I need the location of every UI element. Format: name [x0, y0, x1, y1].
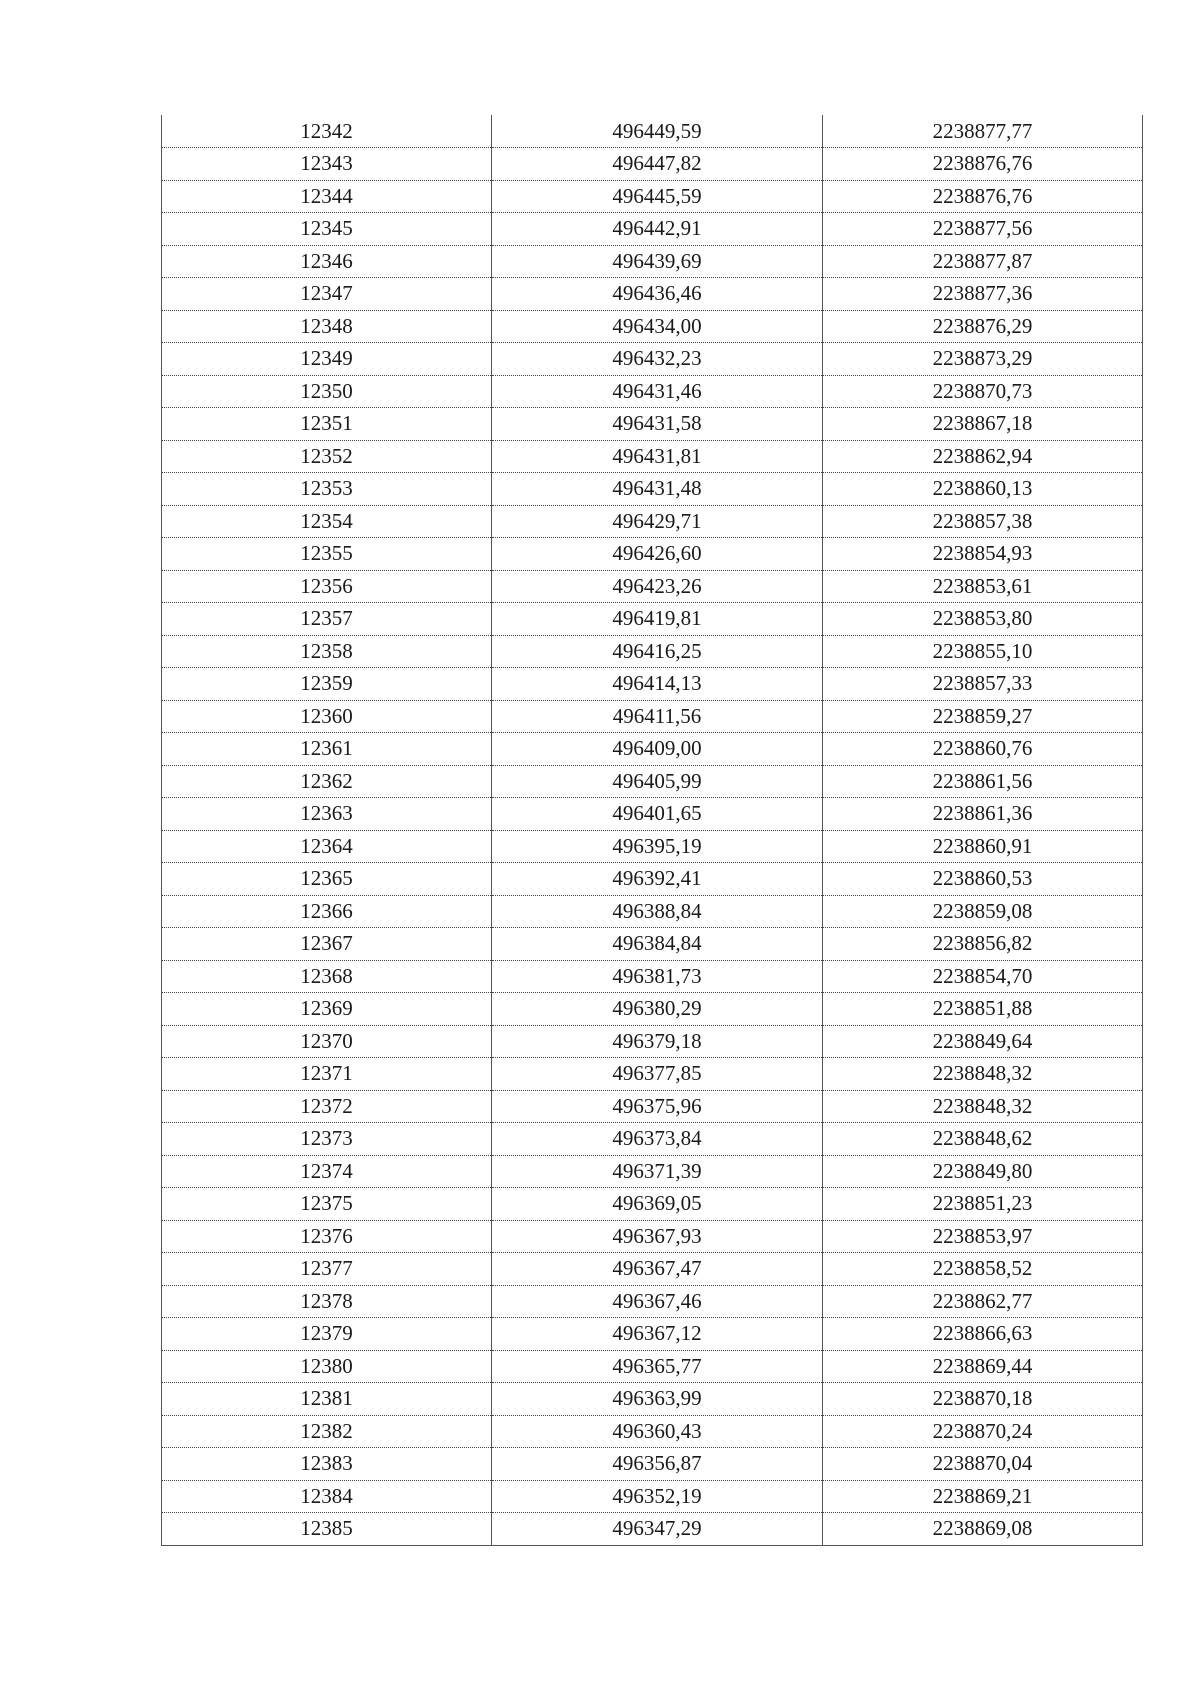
table-row: [162, 115, 1143, 148]
y-coordinate-cell: 2238860,13: [823, 473, 1143, 506]
point-number-cell: 12364: [162, 830, 492, 863]
point-number-cell: 12343: [162, 148, 492, 181]
y-coordinate-cell: 2238862,77: [823, 1285, 1143, 1318]
table-row: [162, 148, 1143, 181]
x-coordinate-cell: 496411,56: [492, 700, 823, 733]
table-row: [162, 1513, 1143, 1546]
table-row: [162, 1188, 1143, 1221]
x-coordinate-cell: 496434,00: [492, 310, 823, 343]
point-number-cell: 12368: [162, 960, 492, 993]
y-coordinate-cell: 2238861,56: [823, 765, 1143, 798]
point-number-cell: 12359: [162, 668, 492, 701]
x-coordinate-cell: 496373,84: [492, 1123, 823, 1156]
y-coordinate-cell: 2238873,29: [823, 343, 1143, 376]
y-coordinate-cell: 2238877,77: [823, 115, 1143, 148]
y-coordinate-cell: 2238869,44: [823, 1350, 1143, 1383]
x-coordinate-cell: 496371,39: [492, 1155, 823, 1188]
point-number-cell: 12373: [162, 1123, 492, 1156]
y-coordinate-cell: 2238870,73: [823, 375, 1143, 408]
point-number-cell: 12355: [162, 538, 492, 571]
x-coordinate-cell: 496379,18: [492, 1025, 823, 1058]
y-coordinate-cell: 2238860,91: [823, 830, 1143, 863]
point-number-cell: 12348: [162, 310, 492, 343]
y-coordinate-cell: 2238876,76: [823, 180, 1143, 213]
y-coordinate-cell: 2238857,33: [823, 668, 1143, 701]
table-row: [162, 1123, 1143, 1156]
table-row: [162, 310, 1143, 343]
x-coordinate-cell: 496429,71: [492, 505, 823, 538]
x-coordinate-cell: 496431,58: [492, 408, 823, 441]
x-coordinate-cell: 496369,05: [492, 1188, 823, 1221]
y-coordinate-cell: 2238860,53: [823, 863, 1143, 896]
point-number-cell: 12365: [162, 863, 492, 896]
table-row: [162, 1448, 1143, 1481]
x-coordinate-cell: 496380,29: [492, 993, 823, 1026]
table-row: [162, 1480, 1143, 1513]
table-row: [162, 895, 1143, 928]
x-coordinate-cell: 496395,19: [492, 830, 823, 863]
table-row: [162, 408, 1143, 441]
y-coordinate-cell: 2238869,08: [823, 1513, 1143, 1546]
x-coordinate-cell: 496432,23: [492, 343, 823, 376]
x-coordinate-cell: 496363,99: [492, 1383, 823, 1416]
x-coordinate-cell: 496426,60: [492, 538, 823, 571]
table-row: [162, 635, 1143, 668]
table-row: [162, 375, 1143, 408]
table-row: [162, 343, 1143, 376]
table-row: [162, 473, 1143, 506]
table-row: [162, 180, 1143, 213]
x-coordinate-cell: 496377,85: [492, 1058, 823, 1091]
point-number-cell: 12346: [162, 245, 492, 278]
table-row: [162, 278, 1143, 311]
table-row: [162, 1415, 1143, 1448]
point-number-cell: 12384: [162, 1480, 492, 1513]
x-coordinate-cell: 496384,84: [492, 928, 823, 961]
point-number-cell: 12350: [162, 375, 492, 408]
point-number-cell: 12356: [162, 570, 492, 603]
x-coordinate-cell: 496416,25: [492, 635, 823, 668]
table-row: [162, 1220, 1143, 1253]
x-coordinate-cell: 496356,87: [492, 1448, 823, 1481]
y-coordinate-cell: 2238848,32: [823, 1058, 1143, 1091]
point-number-cell: 12367: [162, 928, 492, 961]
x-coordinate-cell: 496442,91: [492, 213, 823, 246]
y-coordinate-cell: 2238870,24: [823, 1415, 1143, 1448]
point-number-cell: 12363: [162, 798, 492, 831]
y-coordinate-cell: 2238851,23: [823, 1188, 1143, 1221]
y-coordinate-cell: 2238867,18: [823, 408, 1143, 441]
point-number-cell: 12372: [162, 1090, 492, 1123]
y-coordinate-cell: 2238877,56: [823, 213, 1143, 246]
point-number-cell: 12375: [162, 1188, 492, 1221]
table-row: [162, 1350, 1143, 1383]
point-number-cell: 12370: [162, 1025, 492, 1058]
y-coordinate-cell: 2238848,62: [823, 1123, 1143, 1156]
point-number-cell: 12371: [162, 1058, 492, 1091]
y-coordinate-cell: 2238854,70: [823, 960, 1143, 993]
y-coordinate-cell: 2238859,27: [823, 700, 1143, 733]
x-coordinate-cell: 496449,59: [492, 115, 823, 148]
x-coordinate-cell: 496405,99: [492, 765, 823, 798]
table-row: [162, 765, 1143, 798]
x-coordinate-cell: 496401,65: [492, 798, 823, 831]
y-coordinate-cell: 2238870,04: [823, 1448, 1143, 1481]
x-coordinate-cell: 496365,77: [492, 1350, 823, 1383]
table-row: [162, 928, 1143, 961]
table-row: [162, 440, 1143, 473]
table-row: [162, 1253, 1143, 1286]
x-coordinate-cell: 496431,48: [492, 473, 823, 506]
point-number-cell: 12377: [162, 1253, 492, 1286]
table-row: [162, 603, 1143, 636]
y-coordinate-cell: 2238853,61: [823, 570, 1143, 603]
x-coordinate-cell: 496388,84: [492, 895, 823, 928]
point-number-cell: 12358: [162, 635, 492, 668]
x-coordinate-cell: 496360,43: [492, 1415, 823, 1448]
x-coordinate-cell: 496392,41: [492, 863, 823, 896]
x-coordinate-cell: 496439,69: [492, 245, 823, 278]
y-coordinate-cell: 2238869,21: [823, 1480, 1143, 1513]
y-coordinate-cell: 2238848,32: [823, 1090, 1143, 1123]
y-coordinate-cell: 2238870,18: [823, 1383, 1143, 1416]
x-coordinate-cell: 496352,19: [492, 1480, 823, 1513]
table-row: [162, 668, 1143, 701]
table-row: [162, 798, 1143, 831]
y-coordinate-cell: 2238857,38: [823, 505, 1143, 538]
y-coordinate-cell: 2238876,29: [823, 310, 1143, 343]
point-number-cell: 12378: [162, 1285, 492, 1318]
table-row: [162, 1025, 1143, 1058]
point-number-cell: 12369: [162, 993, 492, 1026]
table-row: [162, 1383, 1143, 1416]
point-number-cell: 12347: [162, 278, 492, 311]
x-coordinate-cell: 496445,59: [492, 180, 823, 213]
x-coordinate-cell: 496367,47: [492, 1253, 823, 1286]
x-coordinate-cell: 496419,81: [492, 603, 823, 636]
point-number-cell: 12382: [162, 1415, 492, 1448]
point-number-cell: 12381: [162, 1383, 492, 1416]
point-number-cell: 12349: [162, 343, 492, 376]
table-row: [162, 1090, 1143, 1123]
y-coordinate-cell: 2238854,93: [823, 538, 1143, 571]
y-coordinate-cell: 2238851,88: [823, 993, 1143, 1026]
table-row: [162, 245, 1143, 278]
table-row: [162, 1155, 1143, 1188]
x-coordinate-cell: 496367,12: [492, 1318, 823, 1351]
table-row: [162, 538, 1143, 571]
point-number-cell: 12374: [162, 1155, 492, 1188]
table-row: [162, 830, 1143, 863]
coordinates-table-body: [162, 115, 1143, 1545]
point-number-cell: 12360: [162, 700, 492, 733]
point-number-cell: 12366: [162, 895, 492, 928]
point-number-cell: 12385: [162, 1513, 492, 1546]
point-number-cell: 12379: [162, 1318, 492, 1351]
y-coordinate-cell: 2238853,97: [823, 1220, 1143, 1253]
point-number-cell: 12380: [162, 1350, 492, 1383]
x-coordinate-cell: 496436,46: [492, 278, 823, 311]
table-row: [162, 993, 1143, 1026]
point-number-cell: 12352: [162, 440, 492, 473]
point-number-cell: 12383: [162, 1448, 492, 1481]
x-coordinate-cell: 496447,82: [492, 148, 823, 181]
x-coordinate-cell: 496431,81: [492, 440, 823, 473]
point-number-cell: 12353: [162, 473, 492, 506]
point-number-cell: 12345: [162, 213, 492, 246]
y-coordinate-cell: 2238849,80: [823, 1155, 1143, 1188]
table-row: [162, 1318, 1143, 1351]
table-row: [162, 570, 1143, 603]
y-coordinate-cell: 2238877,36: [823, 278, 1143, 311]
x-coordinate-cell: 496367,93: [492, 1220, 823, 1253]
y-coordinate-cell: 2238858,52: [823, 1253, 1143, 1286]
point-number-cell: 12376: [162, 1220, 492, 1253]
point-number-cell: 12357: [162, 603, 492, 636]
table-row: [162, 960, 1143, 993]
y-coordinate-cell: 2238855,10: [823, 635, 1143, 668]
x-coordinate-cell: 496409,00: [492, 733, 823, 766]
y-coordinate-cell: 2238862,94: [823, 440, 1143, 473]
table-row: [162, 213, 1143, 246]
y-coordinate-cell: 2238861,36: [823, 798, 1143, 831]
x-coordinate-cell: 496367,46: [492, 1285, 823, 1318]
x-coordinate-cell: 496381,73: [492, 960, 823, 993]
point-number-cell: 12342: [162, 115, 492, 148]
y-coordinate-cell: 2238876,76: [823, 148, 1143, 181]
table-row: [162, 863, 1143, 896]
y-coordinate-cell: 2238856,82: [823, 928, 1143, 961]
table-row: [162, 1058, 1143, 1091]
y-coordinate-cell: 2238877,87: [823, 245, 1143, 278]
point-number-cell: 12344: [162, 180, 492, 213]
point-number-cell: 12351: [162, 408, 492, 441]
point-number-cell: 12362: [162, 765, 492, 798]
point-number-cell: 12354: [162, 505, 492, 538]
y-coordinate-cell: 2238849,64: [823, 1025, 1143, 1058]
x-coordinate-cell: 496431,46: [492, 375, 823, 408]
point-number-cell: 12361: [162, 733, 492, 766]
table-row: [162, 700, 1143, 733]
y-coordinate-cell: 2238859,08: [823, 895, 1143, 928]
table-row: [162, 733, 1143, 766]
table-row: [162, 1285, 1143, 1318]
x-coordinate-cell: 496347,29: [492, 1513, 823, 1546]
y-coordinate-cell: 2238860,76: [823, 733, 1143, 766]
coordinates-table: [161, 115, 1143, 1546]
y-coordinate-cell: 2238866,63: [823, 1318, 1143, 1351]
x-coordinate-cell: 496423,26: [492, 570, 823, 603]
table-row: [162, 505, 1143, 538]
x-coordinate-cell: 496375,96: [492, 1090, 823, 1123]
y-coordinate-cell: 2238853,80: [823, 603, 1143, 636]
x-coordinate-cell: 496414,13: [492, 668, 823, 701]
